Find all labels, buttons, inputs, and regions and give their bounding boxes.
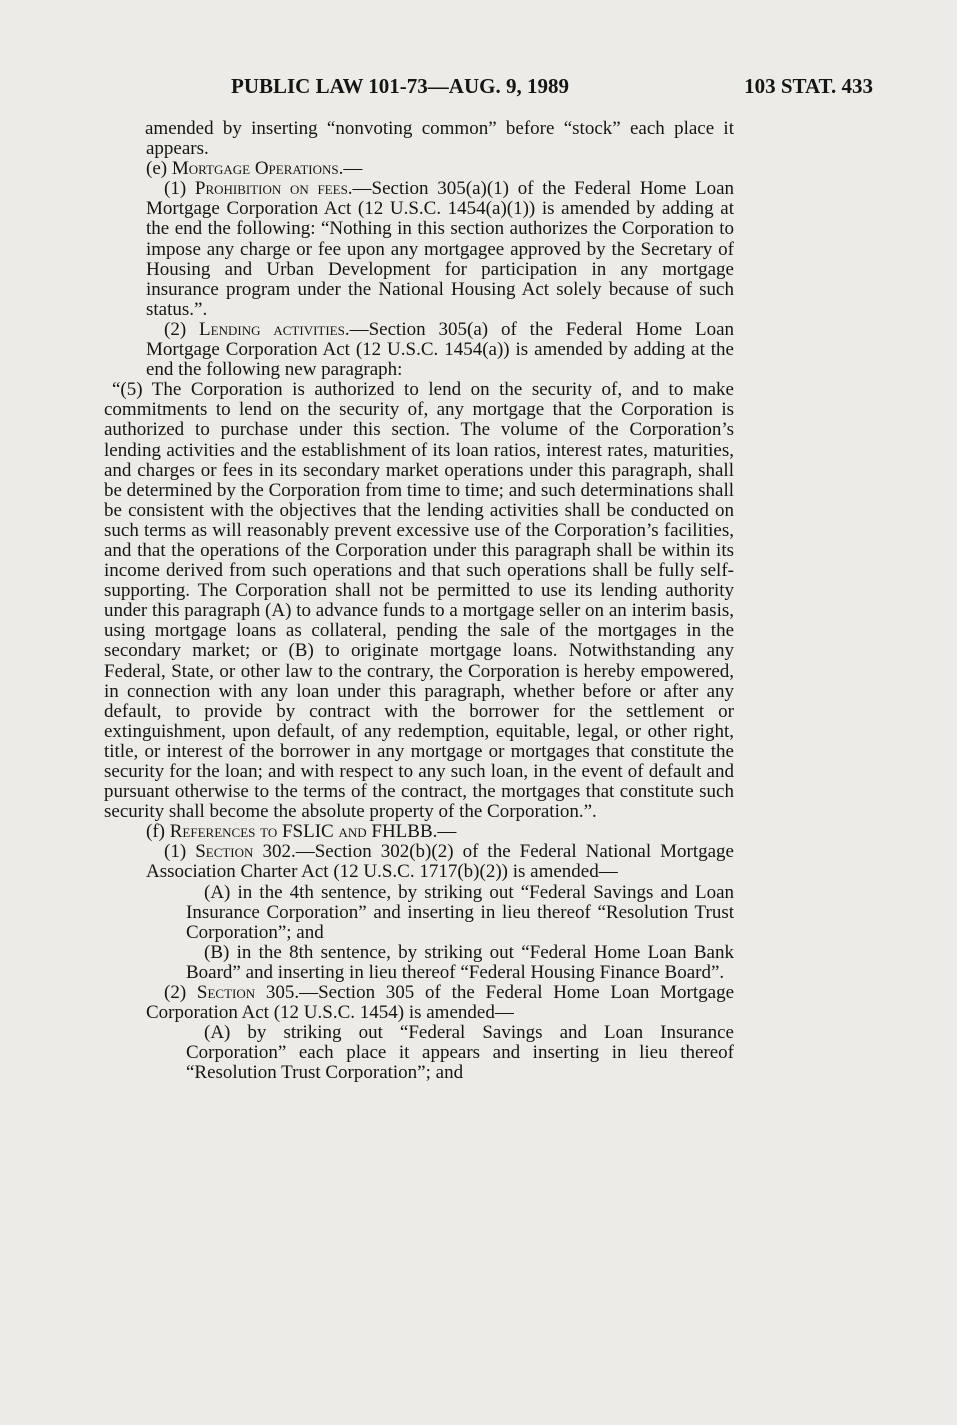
paragraph-continuation: amended by inserting “nonvoting common” before “stock” each place it appears. bbox=[145, 118, 734, 160]
running-header bbox=[104, 74, 873, 100]
subparagraph-f-1-a: (A) in the 4th sentence, by striking out “Federal Savings and Loan Insurance Corporation” and inserting in lieu thereof “Resolution Trust Corporation”; and bbox=[186, 881, 734, 943]
paragraph-f-1: (1) Section 302.—Section 302(b)(2) of the Federal National Mortgage Association Charter Act (12 U.S.C. 1717(b)(2)) is amended— bbox=[146, 841, 734, 883]
header-title: PUBLIC LAW 101-73—AUG. 9, 1989 bbox=[231, 74, 569, 98]
subparagraph-f-2-a: (A) by striking out “Federal Savings and Loan Insurance Corporation” each place it appears and inserting in lieu thereof “Resolution Trust Corporation”; and bbox=[186, 1022, 734, 1084]
page-number: 103 STAT. 433 bbox=[744, 74, 873, 98]
paragraph-e-1: (1) Prohibition on fees.—Section 305(a)(1) of the Federal Home Loan Mortgage Corporation Act (12 U.S.C. 1454(a)(1)) is amended by adding at the end the following: “Nothing in this section authorizes the Corporation to impose any charge or fee upon any mortgagee approved by the Secretary of Housing and Urban Development for participation in any mortgage insurance program under the National Housing Act solely because of such status.”. bbox=[146, 178, 735, 320]
subsection-f-heading: (f) References to FSLIC and FHLBB.— bbox=[146, 821, 457, 843]
quoted-paragraph-5: “(5) The Corporation is authorized to lend on the security of, and to make commitments to lend on the security of, any mortgage that the Corporation is authorized to purchase under this section. The volume of the Corporation’s lending activities and the establishment of its loan ratios, interest rates, maturities, and charges or fees in its secondary market operations under this paragraph, shall be determined by the Corporation from time to time; and such determinations shall be consistent with the objectives that the lending activities shall be conducted on such terms as will reasonably prevent excessive use of the Corporation’s facilities, and that the operations of the Corporation under this paragraph shall be within its income derived from such operations and that such operations shall be fully self-supporting. The Corporation shall not be permitted to use its lending authority under this paragraph (A) to advance funds to a mortgage seller on an interim basis, using mortgage loans as collateral, pending the sale of the mortgages in the secondary market; or (B) to originate mortgage loans. Notwithstanding any Federal, State, or other law to the contrary, the Corporation is hereby empowered, in connection with any loan under this paragraph, whether before or after any default, to provide by contract with the borrower for the settlement or extinguishment, upon default, of any redemption, equitable, legal, or other right, title, or interest of the borrower in any mortgage or mortgages that constitute the security for the loan; and with respect to any such loan, in the event of default and pursuant otherwise to the terms of the contract, the mortgages that constitute such security shall become the absolute property of the Corporation.”. bbox=[104, 379, 735, 823]
paragraph-e-2: (2) Lending activities.—Section 305(a) of the Federal Home Loan Mortgage Corporation Act (12 U.S.C. 1454(a)) is amended by adding at the end the following new paragraph: bbox=[146, 318, 735, 381]
subparagraph-f-1-b: (B) in the 8th sentence, by striking out “Federal Home Loan Bank Board” and inserting in lieu thereof “Federal Housing Finance Board”. bbox=[186, 941, 734, 983]
paragraph-f-2: (2) Section 305.—Section 305 of the Federal Home Loan Mortgage Corporation Act (12 U.S.C. 1454) is amended— bbox=[146, 982, 735, 1024]
subsection-e-heading: (e) Mortgage Operations.— bbox=[146, 158, 363, 180]
statute-body bbox=[104, 119, 734, 1084]
